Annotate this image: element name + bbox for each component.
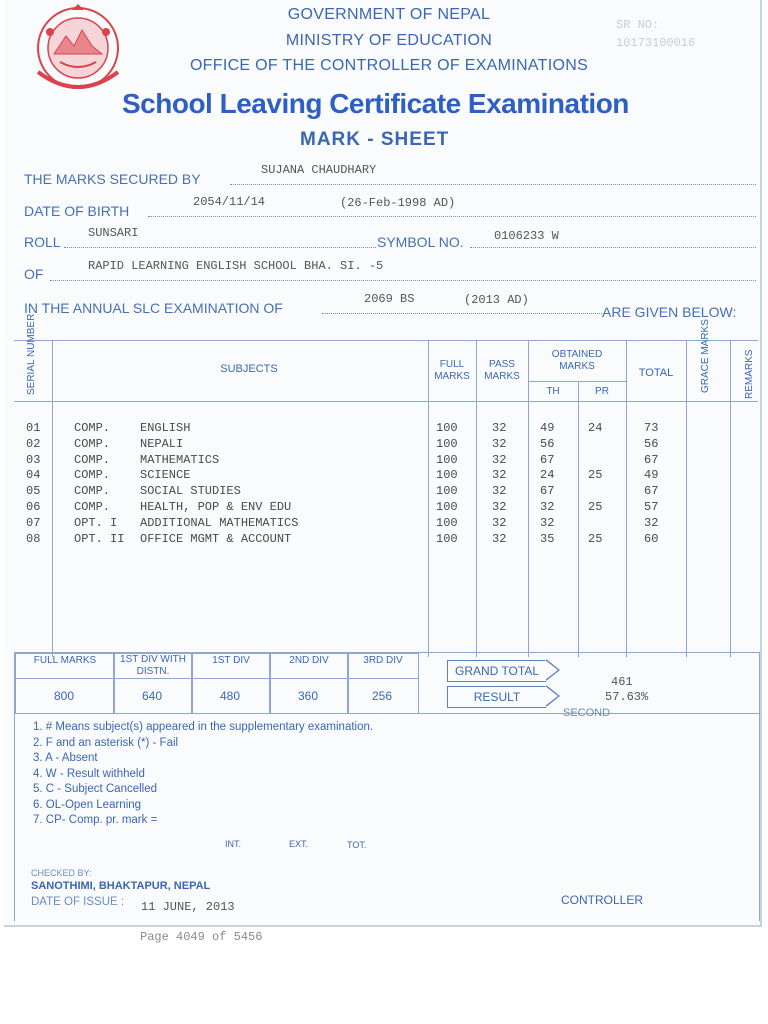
- cell-full: 100: [436, 436, 458, 451]
- document-title: School Leaving Certificate Examination: [122, 88, 629, 119]
- table-row: [14, 421, 758, 437]
- cell-type: OPT. I: [74, 515, 118, 530]
- cell-total: 57: [644, 500, 659, 514]
- full-marks-value: 800: [53, 689, 75, 703]
- marks-table: [14, 313, 758, 657]
- div-header-distinction: 1ST DIV WITH DISTN.: [113, 653, 193, 679]
- cell-total: 67: [644, 452, 659, 467]
- dotted-line: [50, 280, 756, 281]
- pass-marks-header-l1: PASS: [489, 359, 515, 370]
- symbol-label: SYMBOL NO.: [377, 234, 464, 250]
- cell-total: 67: [644, 484, 659, 499]
- cell-subject: ENGLISH: [140, 421, 191, 435]
- issue-place: SANOTHIMI, BHAKTAPUR, NEPAL: [31, 880, 211, 892]
- obtained-marks-header: [528, 349, 626, 373]
- cell-th: 49: [540, 421, 555, 435]
- row-divider: [528, 381, 626, 382]
- cell-subject: ADDITIONAL MATHEMATICS: [140, 515, 299, 530]
- cell-pass: 32: [492, 484, 507, 499]
- cell-full: 100: [436, 515, 458, 530]
- serial-number-block: [616, 16, 695, 52]
- cell-full: 100: [436, 500, 458, 514]
- second-div-value: 360: [297, 689, 319, 703]
- note-item: 1. # Means subject(s) appeared in the supplementary examination.: [33, 721, 374, 733]
- exam-year-bs: 2069 BS: [364, 292, 415, 306]
- note-item: 5. C - Subject Cancelled: [33, 783, 158, 795]
- cell-sn: 02: [26, 436, 41, 451]
- cell-subject: SCIENCE: [140, 468, 191, 483]
- table-row: [14, 532, 758, 548]
- dotted-line: [230, 184, 756, 185]
- cell-pass: 32: [492, 452, 507, 467]
- dob-ad: (26-Feb-1998 AD): [340, 196, 456, 210]
- sr-value: 10173100016: [616, 36, 696, 50]
- cell-pass: 32: [492, 500, 507, 514]
- th-header: TH: [546, 386, 560, 397]
- third-div-value: 256: [371, 689, 393, 703]
- arrow-icon: [546, 659, 560, 681]
- note-item: 6. OL-Open Learning: [33, 798, 142, 811]
- result-division: SECOND: [563, 707, 611, 719]
- roll-label: ROLL: [24, 234, 61, 250]
- table-row: [14, 437, 758, 453]
- cell-subject: NEPALI: [140, 436, 184, 451]
- full-marks-header-l1: FULL: [439, 359, 465, 370]
- cell-full: 100: [436, 421, 458, 435]
- cell-type: COMP.: [74, 436, 111, 451]
- cell-full: 100: [436, 531, 458, 546]
- dob-label: DATE OF BIRTH: [24, 203, 130, 219]
- cell-subject: OFFICE MGMT & ACCOUNT: [140, 531, 292, 546]
- arrow-icon: [546, 685, 560, 707]
- result-label: RESULT: [447, 686, 546, 708]
- cell-pr: 25: [588, 500, 603, 514]
- cell-type: COMP.: [74, 421, 111, 435]
- note-item: 4. W - Result withheld: [33, 767, 145, 780]
- div-header-third: 3RD DIV: [347, 653, 419, 679]
- exam-year-ad: (2013 AD): [464, 293, 529, 307]
- cp-ext-label: EXT.: [289, 839, 309, 849]
- result-percentage: 57.63%: [605, 690, 649, 704]
- document-subtitle: MARK - SHEET: [300, 129, 450, 150]
- cell-full: 100: [436, 468, 458, 483]
- header-government: GOVERNMENT OF NEPAL: [287, 6, 491, 23]
- dotted-line: [148, 216, 756, 217]
- grace-marks-header: GRACE MARKS: [700, 319, 711, 393]
- cell-th: 35: [540, 531, 555, 546]
- cell-type: COMP.: [74, 468, 111, 483]
- table-row: [14, 500, 758, 516]
- obtained-marks-header-l1: OBTAINED: [551, 349, 603, 360]
- cell-total: 49: [644, 468, 659, 483]
- cell-subject: HEALTH, POP & ENV EDU: [140, 500, 292, 514]
- grand-total-label: GRAND TOTAL: [447, 660, 546, 682]
- cell-sn: 05: [26, 484, 41, 499]
- of-label: OF: [24, 266, 44, 282]
- remarks-header: REMARKS: [744, 349, 755, 399]
- sr-label: SR NO:: [616, 18, 660, 32]
- first-div-value: 480: [219, 689, 241, 703]
- div-header-first: 1ST DIV: [191, 653, 271, 679]
- student-name: SUJANA CHAUDHARY: [261, 163, 377, 177]
- cell-subject: MATHEMATICS: [140, 452, 220, 467]
- cell-type: COMP.: [74, 500, 111, 514]
- full-marks-header: [428, 359, 476, 383]
- note-item: 3. A - Absent: [33, 752, 98, 764]
- dob-bs: 2054/11/14: [193, 195, 266, 209]
- controller-label: CONTROLLER: [561, 893, 644, 907]
- pass-marks-header: [476, 359, 528, 383]
- note-item: 7. CP- Comp. pr. mark =: [33, 814, 158, 826]
- cell-total: 73: [644, 421, 659, 435]
- cell-pass: 32: [492, 468, 507, 483]
- div-header-full: FULL MARKS: [15, 653, 115, 679]
- table-row: [14, 468, 758, 484]
- mark-sheet: [4, 0, 762, 927]
- cell-sn: 06: [26, 500, 41, 514]
- cell-th: 67: [540, 452, 555, 467]
- cell-pass: 32: [492, 515, 507, 530]
- cell-type: COMP.: [74, 452, 111, 467]
- summary-box: [14, 652, 760, 921]
- table-row: [14, 484, 758, 500]
- cell-full: 100: [436, 484, 458, 499]
- dotted-line: [470, 247, 756, 248]
- cell-th: 56: [540, 436, 555, 451]
- cell-sn: 07: [26, 515, 41, 530]
- cell-th: 32: [540, 500, 555, 514]
- header-office: OFFICE OF THE CONTROLLER OF EXAMINATIONS: [189, 57, 589, 74]
- pr-header: PR: [595, 386, 609, 397]
- div-header-second: 2ND DIV: [269, 653, 349, 679]
- cell-full: 100: [436, 452, 458, 467]
- pass-marks-header-l2: MARKS: [484, 371, 520, 382]
- page-counter: Page 4049 of 5456: [140, 930, 263, 944]
- symbol-value: 0106233 W: [494, 229, 559, 243]
- full-marks-header-l2: MARKS: [434, 371, 470, 382]
- cp-int-label: INT.: [225, 839, 242, 849]
- cell-th: 24: [540, 468, 555, 483]
- checked-by-label: CHECKED BY:: [31, 868, 92, 878]
- issue-date-value: 11 JUNE, 2013: [141, 900, 235, 914]
- cell-th: 32: [540, 515, 555, 530]
- cell-pr: 25: [588, 531, 603, 546]
- cell-total: 60: [644, 531, 659, 546]
- secured-by-label: THE MARKS SECURED BY: [24, 171, 201, 187]
- table-row: [14, 516, 758, 532]
- cell-type: COMP.: [74, 484, 111, 499]
- cell-sn: 04: [26, 468, 41, 483]
- serial-number-header: SERIAL NUMBER: [26, 313, 37, 395]
- note-item: 2. F and an asterisk (*) - Fail: [33, 736, 179, 749]
- row-divider: [14, 401, 758, 402]
- cell-subject: SOCIAL STUDIES: [140, 484, 241, 499]
- row-divider: [15, 713, 417, 714]
- total-header: TOTAL: [638, 367, 674, 379]
- issue-date-label: DATE OF ISSUE :: [31, 896, 125, 908]
- given-below-label: ARE GIVEN BELOW:: [602, 304, 737, 320]
- obtained-marks-header-l2: MARKS: [559, 361, 595, 372]
- table-row: [14, 453, 758, 469]
- distinction-value: 640: [141, 689, 163, 703]
- dotted-line: [322, 313, 602, 314]
- dotted-line: [64, 247, 376, 248]
- cell-type: OPT. II: [74, 531, 125, 546]
- subjects-header: SUBJECTS: [220, 363, 278, 375]
- cell-pass: 32: [492, 531, 507, 546]
- header-ministry: MINISTRY OF EDUCATION: [285, 32, 493, 49]
- grand-total-value: 461: [611, 675, 633, 689]
- school-name: RAPID LEARNING ENGLISH SCHOOL BHA. SI. -5: [88, 259, 384, 273]
- cell-th: 67: [540, 484, 555, 499]
- cell-pr: 24: [588, 421, 603, 435]
- cell-total: 56: [644, 436, 659, 451]
- cell-total: 32: [644, 515, 659, 530]
- cp-tot-label: TOT.: [347, 840, 367, 850]
- exam-label: IN THE ANNUAL SLC EXAMINATION OF: [24, 300, 283, 316]
- roll-value: SUNSARI: [88, 226, 139, 240]
- cell-sn: 08: [26, 531, 41, 546]
- cell-sn: 01: [26, 421, 41, 435]
- cell-pass: 32: [492, 421, 507, 435]
- cell-pass: 32: [492, 436, 507, 451]
- cell-sn: 03: [26, 452, 41, 467]
- cell-pr: 25: [588, 468, 603, 483]
